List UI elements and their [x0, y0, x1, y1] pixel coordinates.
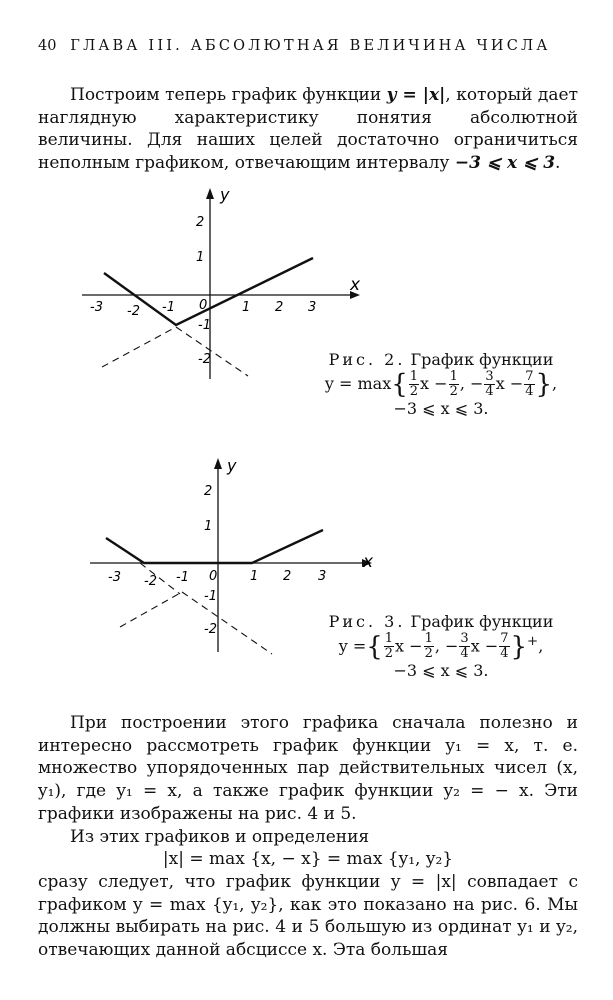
- fig2-dashed-line-b: [176, 327, 248, 376]
- intro-text-c: .: [555, 153, 561, 174]
- fig3-formula-x1: x −: [395, 636, 423, 656]
- fig3-formula-sep: , −: [434, 636, 459, 656]
- fig3-formula-x2: x −: [470, 636, 499, 656]
- fig3-axis-x-label: x: [363, 552, 374, 572]
- fig3-frac4-num: 7: [500, 631, 509, 647]
- fig2-frac3-den: 4: [485, 384, 494, 399]
- page-number: 40: [38, 38, 57, 54]
- intro-paragraph: [38, 84, 578, 175]
- intro-math-b: −3 ⩽ x ⩽ 3: [454, 153, 556, 174]
- fig3-graph-line: [106, 530, 323, 563]
- fig2-y-tick: -2: [198, 352, 211, 367]
- fig2-formula-tail: ,: [552, 374, 558, 393]
- fig2-frac2-num: 1: [449, 369, 458, 384]
- fig3-formula-tail: ,: [538, 636, 544, 656]
- fig2-caption-range: −3 ⩽ x ⩽ 3.: [393, 399, 489, 418]
- fig3-frac2-den: 2: [424, 646, 433, 662]
- fig3-dashed-line-c: [182, 592, 272, 654]
- fig2-x-tick: -2: [127, 304, 140, 319]
- fig3-frac1-num: 1: [384, 631, 394, 647]
- fig3-x-tick: -2: [144, 574, 157, 589]
- fig2-frac2-den: 2: [449, 384, 458, 399]
- fig3-y-tick: 2: [204, 484, 213, 499]
- fig2-frac4-num: 7: [525, 369, 534, 384]
- body-paragraph-2: Из этих графиков и определения: [70, 826, 370, 847]
- fig2-y-tick: 1: [196, 250, 205, 265]
- fig2-x-tick: 3: [308, 300, 317, 315]
- fig2-frac1-den: 2: [409, 384, 419, 399]
- fig2-frac3-num: 3: [485, 369, 494, 384]
- fig2-formula-sep: , −: [459, 374, 484, 393]
- fig2-x-tick: 0: [199, 298, 208, 313]
- fig2-x-tick: -3: [90, 300, 103, 315]
- intro-math-a: y = |x|: [386, 85, 446, 105]
- fig3-x-tick: -3: [108, 570, 121, 585]
- chapter-title: ГЛАВА III. АБСОЛЮТНАЯ ВЕЛИЧИНА ЧИСЛА: [70, 38, 551, 54]
- fig2-x-tick: -1: [162, 300, 175, 315]
- fig3-x-tick: 2: [283, 569, 292, 584]
- fig3-x-tick: 0: [209, 569, 218, 584]
- fig3-x-ticks: [108, 569, 326, 589]
- fig3-frac4-den: 4: [500, 646, 509, 662]
- fig3-y-ticks: [204, 484, 217, 637]
- fig2-x-ticks: [90, 298, 316, 319]
- fig2-caption-label: Рис. 2.: [328, 350, 406, 369]
- fig2-frac4-den: 4: [525, 384, 534, 399]
- fig3-caption-title: График функции: [410, 612, 554, 631]
- fig2-axis-y-label: y: [220, 185, 230, 204]
- fig3-y-tick: 1: [204, 519, 213, 534]
- fig2-formula-lhs: y = max: [324, 374, 392, 393]
- fig3-frac2-num: 1: [424, 631, 433, 647]
- fig3-x-tick: 1: [250, 569, 259, 584]
- fig3-caption-label: Рис. 3.: [328, 612, 406, 631]
- fig2-caption-title: График функции: [410, 350, 554, 369]
- fig3-frac3-den: 4: [460, 646, 469, 662]
- fig3-frac3-num: 3: [460, 631, 469, 647]
- figure-2-caption: Рис. 2. График функции y = max{ $\frac{1}{2}$ x − $\frac{1}{2}$ , − $\frac{3}{4}$ x − $\frac{7}{4}$ }, −3 ⩽ x ⩽ 3.: [296, 350, 586, 419]
- fig3-caption-range: −3 ⩽ x ⩽ 3.: [393, 661, 489, 681]
- fig2-y-tick: -1: [198, 318, 211, 333]
- fig2-y-tick: 2: [196, 215, 205, 230]
- figure-3-caption: Рис. 3. График функции y ={ $\frac{1}{2}$ x − $\frac{1}{2}$ , − $\frac{3}{4}$ x − $\frac{7}{4}$ }+, −3 ⩽ x ⩽ 3.: [296, 612, 586, 681]
- fig3-frac1-den: 2: [384, 646, 394, 662]
- body-formula: |x| = max {x, − x} = max {y₁, y₂}: [162, 849, 454, 870]
- fig3-axis-y-label: y: [227, 456, 237, 475]
- fig2-dashed-line-a: [102, 327, 176, 367]
- fig2-x-tick: 1: [242, 300, 251, 315]
- body-text: [38, 712, 578, 962]
- fig3-x-tick: -1: [176, 570, 189, 585]
- fig3-y-arrow: [214, 458, 222, 469]
- fig2-x-tick: 2: [275, 300, 284, 315]
- fig3-y-tick: -1: [204, 589, 217, 604]
- fig2-y-arrow: [206, 188, 214, 199]
- fig3-y-tick: -2: [204, 622, 217, 637]
- fig3-formula-lhs: y =: [338, 636, 367, 656]
- body-paragraph-3: сразу следует, что график функции y = |x| совпадает с графиком y = max {y₁, y₂}, как это показано на рис. 6. Мы должны выбирать на рис. 4 и 5 большую из ординат y₁ и y₂, отвечающих данной абсциссе x. Эта большая: [38, 871, 578, 961]
- fig3-formula-sup: +: [527, 634, 539, 649]
- fig3-x-tick: 3: [318, 569, 327, 584]
- fig2-frac1-num: 1: [409, 369, 419, 384]
- running-header: [38, 38, 578, 54]
- fig2-axis-x-label: x: [350, 275, 361, 295]
- fig2-formula-x1: x −: [420, 374, 448, 393]
- fig2-formula-x2: x −: [495, 374, 524, 393]
- body-paragraph-1: При построении этого графика сначала полезно и интересно рассмотреть график функции y₁ = x, т. е. множество упорядоченных пар действительных чисел (x, y₁), где y₁ = x, а также график функции y₂ = − x. Эти графики изображены на рис. 4 и 5.: [38, 713, 578, 824]
- intro-text-b: , который дает наглядную характеристику понятия абсолютной величины. Для наших целей достаточно ограничиться неполным графиком, отвечающим интервалу: [38, 85, 578, 174]
- fig2-y-ticks: [196, 215, 211, 367]
- intro-text-a: Построим теперь график функции: [70, 85, 387, 105]
- fig3-dashed-line-a: [120, 592, 182, 627]
